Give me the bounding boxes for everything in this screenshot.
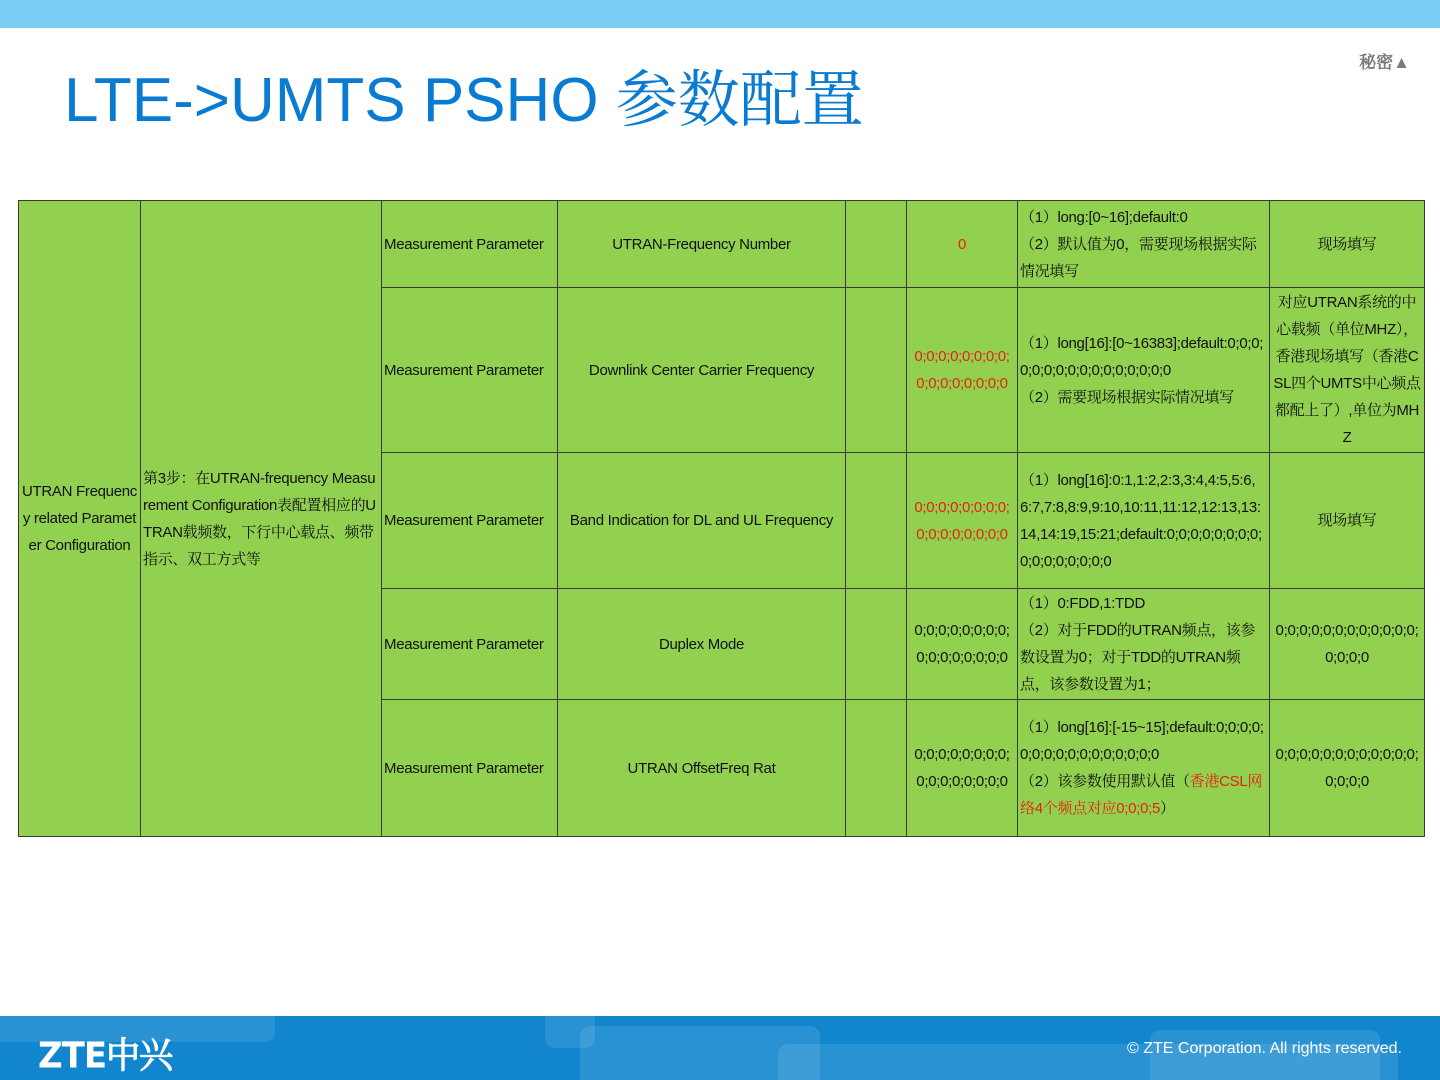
default-value-cell: 0;0;0;0;0;0;0;0;0;0;0;0;0;0;0;0 bbox=[907, 453, 1018, 589]
blank-cell bbox=[846, 201, 907, 288]
parameter-table bbox=[18, 200, 1425, 837]
param-type-cell: Measurement Parameter bbox=[382, 288, 558, 453]
range-line: （1）long[16]:0:1,1:2,2:3,3:4,4:5,5:6,6:7,7:8,8:9,9:10,10:11,11:12,12:13,13:14,14:19,15:21;default:0;0;0;0;0;0;0;0;0;0;0;0;0;0;0;0 bbox=[1020, 471, 1262, 570]
range-line: （2）默认值为0，需要现场根据实际情况填写 bbox=[1020, 235, 1257, 280]
param-name-cell: UTRAN OffsetFreq Rat bbox=[558, 700, 846, 837]
copyright-text: © ZTE Corporation. All rights reserved. bbox=[1127, 1040, 1402, 1057]
classification-label: 秘密▲ bbox=[1359, 53, 1410, 72]
recommended-value-cell: 0;0;0;0;0;0;0;0;0;0;0;0;0;0;0;0 bbox=[1270, 700, 1425, 837]
recommended-value-cell: 现场填写 bbox=[1270, 201, 1425, 288]
default-value-cell: 0 bbox=[907, 201, 1018, 288]
range-cell bbox=[1018, 589, 1270, 700]
group-label-cell: UTRAN Frequency related Parameter Configuration bbox=[19, 201, 141, 837]
range-line: （1）long[16]:[0~16383];default:0;0;0;0;0;0;0;0;0;0;0;0;0;0;0;0 bbox=[1020, 334, 1264, 379]
default-value-cell: 0;0;0;0;0;0;0;0;0;0;0;0;0;0;0;0 bbox=[907, 700, 1018, 837]
blank-cell bbox=[846, 700, 907, 837]
range-line: （1）long[16]:[-15~15];default:0;0;0;0;0;0;0;0;0;0;0;0;0;0;0;0 bbox=[1020, 719, 1264, 763]
highlighted-note: 香港CSL网络4个频点对应0;0;0;5 bbox=[1020, 773, 1263, 817]
recommended-value-cell: 0;0;0;0;0;0;0;0;0;0;0;0;0;0;0;0 bbox=[1270, 589, 1425, 700]
blank-cell bbox=[846, 453, 907, 589]
range-cell bbox=[1018, 700, 1270, 837]
param-name-cell: Downlink Center Carrier Frequency bbox=[558, 288, 846, 453]
range-cell bbox=[1018, 288, 1270, 453]
range-line bbox=[1020, 768, 1267, 822]
default-value-cell: 0;0;0;0;0;0;0;0;0;0;0;0;0;0;0;0 bbox=[907, 589, 1018, 700]
param-name-cell: Band Indication for DL and UL Frequency bbox=[558, 453, 846, 589]
param-type-cell: Measurement Parameter bbox=[382, 589, 558, 700]
recommended-value-cell: 对应UTRAN系统的中心载频（单位MHZ），香港现场填写（香港CSL四个UMTS中心频点都配上了）,单位为MHZ bbox=[1270, 288, 1425, 453]
range-line: （1）long:[0~16];default:0 bbox=[1020, 208, 1188, 226]
slide-title: LTE->UMTS PSHO 参数配置 bbox=[64, 66, 864, 135]
range-line: （1）0:FDD,1:TDD bbox=[1020, 595, 1145, 612]
param-type-cell: Measurement Parameter bbox=[382, 700, 558, 837]
zte-logo: ZTE中兴 bbox=[38, 1035, 173, 1078]
top-banner-band bbox=[0, 0, 1440, 28]
range-line: （2）对于FDD的UTRAN频点，该参数设置为0；对于TDD的UTRAN频点，该参数设置为1； bbox=[1020, 622, 1256, 693]
param-type-cell: Measurement Parameter bbox=[382, 453, 558, 589]
range-text: （2）该参数使用默认值（ bbox=[1020, 773, 1190, 790]
range-cell bbox=[1018, 201, 1270, 288]
range-cell bbox=[1018, 453, 1270, 589]
recommended-value-cell: 现场填写 bbox=[1270, 453, 1425, 589]
step-description-cell: 第3步：在UTRAN-frequency Measurement Configuration表配置相应的UTRAN载频数，下行中心载点、频带指示、双工方式等 bbox=[141, 201, 382, 837]
param-name-cell: Duplex Mode bbox=[558, 589, 846, 700]
range-text: ） bbox=[1160, 800, 1175, 817]
param-type-cell: Measurement Parameter bbox=[382, 201, 558, 288]
table-row bbox=[19, 201, 1425, 288]
blank-cell bbox=[846, 288, 907, 453]
param-name-cell: UTRAN-Frequency Number bbox=[558, 201, 846, 288]
default-value-cell: 0;0;0;0;0;0;0;0;0;0;0;0;0;0;0;0 bbox=[907, 288, 1018, 453]
footer-bar bbox=[0, 1016, 1440, 1080]
range-line: （2）需要现场根据实际情况填写 bbox=[1020, 388, 1234, 406]
blank-cell bbox=[846, 589, 907, 700]
